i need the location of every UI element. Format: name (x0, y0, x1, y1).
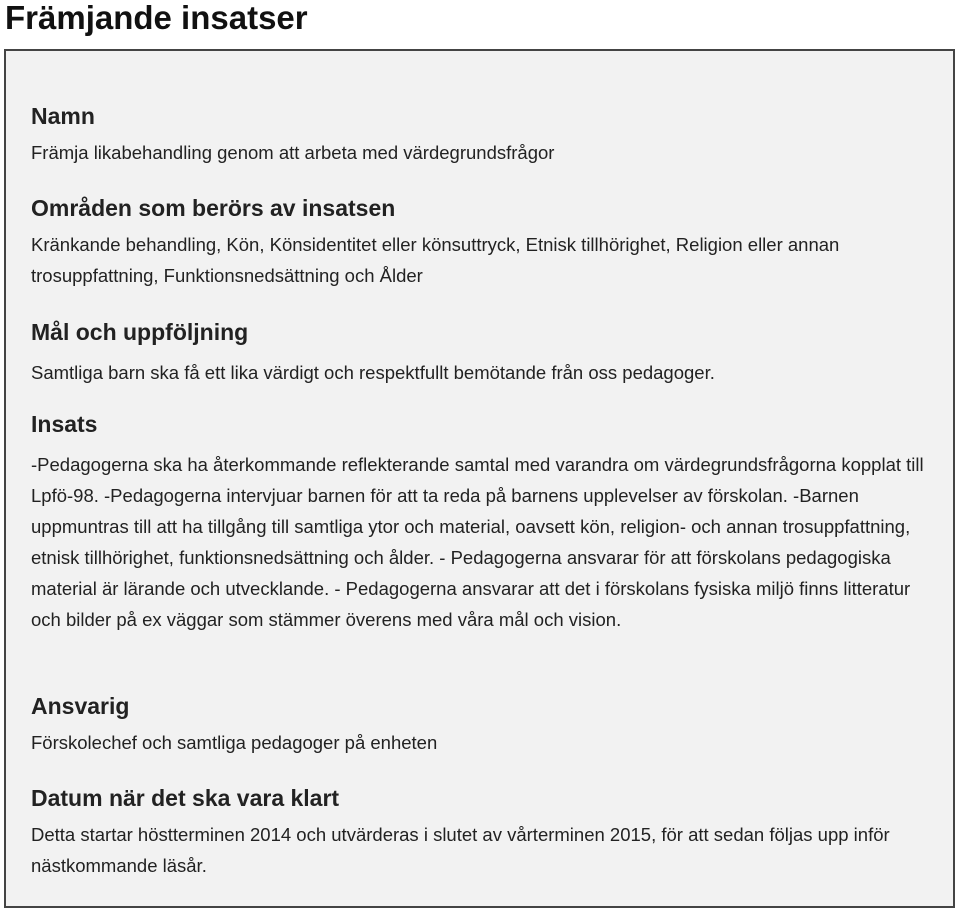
section-text: Detta startar höstterminen 2014 och utvärderas i slutet av vårterminen 2015, för att sedan följas upp inför nästkommande läsår. (31, 824, 890, 876)
section-text: -Pedagogerna ska ha återkommande reflekterande samtal med varandra om värdegrundsfrågorna kopplat till Lpfö-98. -Pedagogerna intervjuar barnen för att ta reda på barnens upplevelser av förskolan. -Barnen uppmuntras till att ha tillgång till samtliga ytor och material, oavsett kön, religion- och annan trosuppfattning, etnisk tillhörighet, funktionsnedsättning och ålder. - Pedagogerna ansvarar för att förskolans pedagogiska material är lärande och utvecklande. - Pedagogerna ansvarar att det i förskolans fysiska miljö finns litteratur och bilder på ex väggar som stämmer överens med våra mål och vision. (31, 454, 924, 630)
section-text: Samtliga barn ska få ett lika värdigt och respektfullt bemötande från oss pedagoger. (31, 362, 715, 383)
section-heading: Namn (31, 103, 95, 129)
section-text: Främja likabehandling genom att arbeta med värdegrundsfrågor (31, 142, 555, 163)
insats-box (4, 49, 955, 908)
section-datum (31, 783, 936, 881)
section-heading: Insats (31, 411, 98, 437)
section-omraden (31, 193, 936, 291)
section-text: Kränkande behandling, Kön, Könsidentitet eller könsuttryck, Etnisk tillhörighet, Religion eller annan trosuppfattning, Funktionsnedsättning och Ålder (31, 234, 840, 286)
section-heading: Datum när det ska vara klart (31, 785, 340, 811)
section-mal-och-uppfoljning (31, 317, 936, 388)
section-ansvarig (31, 691, 936, 758)
section-insats (31, 409, 936, 635)
section-heading: Ansvarig (31, 693, 130, 719)
page-title: Främjande insatser (5, 0, 308, 36)
section-heading: Områden som berörs av insatsen (31, 195, 396, 221)
section-heading: Mål och uppföljning (31, 319, 249, 345)
section-namn (31, 101, 936, 168)
section-text: Förskolechef och samtliga pedagoger på enheten (31, 732, 438, 753)
